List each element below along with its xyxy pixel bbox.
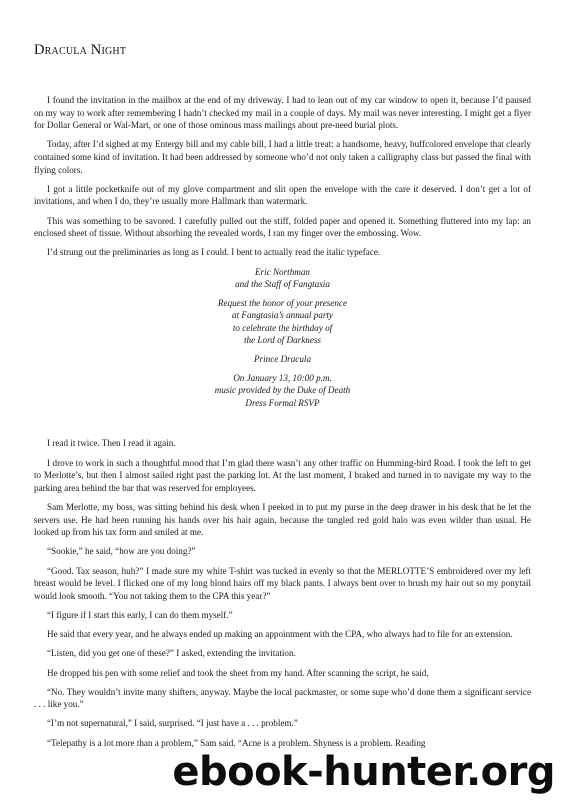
site-watermark: ebook-hunter.org <box>172 749 555 795</box>
paragraph: I found the invitation in the mailbox at the end of my driveway. I had to lean out of my car window to open it, because I’d paused on my way to work after remembering I hadn’t checked my mail in a couple of days. My mail was never interesting. I might get a flyer for Dollar General or Wal-Mart, or one of those ominous mass mailings about pre-need burial plots. <box>34 95 531 131</box>
paragraph: I drove to work in such a thoughtful mood that I’m glad there wasn’t any other traffic on Humming-bird Road. I took the left to get to Merlotte’s, but then I almost sailed right past the parking lot. At the last moment, I braked and turned in to navigate my way to the parking area behind the bar that was reserved for employees. <box>34 457 531 493</box>
invitation-details <box>34 372 531 410</box>
invitation-line: the Lord of Darkness <box>244 335 321 346</box>
paragraph: Sam Merlotte, my boss, was sitting behind his desk when I peeked in to put my purse in the deep drawer in his desk that he let the servers use. He had been running his hands over his hair again, because the tangled red gold halo was even wilder than usual. He looked up from his tax form and smiled at me. <box>34 502 531 538</box>
invitation-line: and the Staff of Fangtasia <box>235 279 330 290</box>
paragraph: “I figure if I start this early, I can do them myself.” <box>47 609 233 620</box>
paragraph: Today, after I’d sighed at my Entergy bill and my cable bill, I had a little treat: a handsome, heavy, buffcolored envelope that clearly contained some kind of invitation. It had been addressed by someone who’d not only taken a calligraphy class but passed the final with flying colors. <box>34 139 531 175</box>
section-spacer <box>34 415 531 437</box>
running-header: Dracula Night <box>34 42 127 58</box>
invitation-line: Request the honor of your presence <box>217 297 348 308</box>
paragraph: “Good. Tax season, huh?” I made sure my white T-shirt was tucked in evenly so that the MERLOTTE’S embroidered over my left breast would be level. I flicked one of my long blond hairs off my black pants. I always bent over to brush my hair out so my ponytail would look smooth. “You not taking them to the CPA this year?” <box>34 565 531 601</box>
paragraph: “Telepathy is a lot more than a problem,” Sam said. “Acne is a problem. Shyness is a problem. Reading <box>47 737 426 748</box>
invitation-request <box>34 297 531 347</box>
invitation-line: music provided by the Duke of Death <box>214 385 351 396</box>
invitation-host <box>34 266 531 291</box>
invitation-line: Eric Northman <box>254 266 310 277</box>
paragraph: “Sookie,” he said, “how are you doing?” <box>47 546 196 557</box>
paragraph: He said that every year, and he always ended up making an appointment with the CPA, who always had to file for an extension. <box>47 629 513 640</box>
paragraph: “Listen, did you get one of these?” I asked, extending the invitation. <box>47 648 296 659</box>
paragraph: This was something to be savored. I carefully pulled out the stiff, folded paper and opened it. Something fluttered into my lap: an enclosed sheet of tissue. Without absorbing the revealed words, I ran my finger over the embossing. Wow. <box>34 215 531 239</box>
paragraph: He dropped his pen with some relief and took the sheet from my hand. After scanning the script, he said, <box>47 667 429 678</box>
paragraph: I’d strung out the preliminaries as long as I could. I bent to actually read the italic typeface. <box>47 247 381 258</box>
paragraph: “No. They wouldn’t invite many shifters, anyway. Maybe the local packmaster, or some supe who’d done them a significant service . . . like you.” <box>34 686 531 710</box>
invitation-line: Dress Formal RSVP <box>245 397 320 408</box>
paragraph: I read it twice. Then I read it again. <box>47 438 176 449</box>
invitation-honoree <box>34 353 531 366</box>
invitation-text <box>34 266 531 410</box>
invitation-line: to celebrate the birthday of <box>232 322 333 333</box>
paragraph: “I’m not supernatural,” I said, surprised. “I just have a . . . problem.” <box>47 718 298 729</box>
chapter-body <box>34 94 531 756</box>
invitation-line: On January 13, 10:00 p.m. <box>233 372 332 383</box>
invitation-line: at Fangtasia’s annual party <box>232 310 333 321</box>
invitation-line: Prince Dracula <box>253 354 312 365</box>
paragraph: I got a little pocketknife out of my glove compartment and slit open the envelope with the care it deserved. I don’t get a lot of invitations, and when I do, they’re usually more Hallmark than watermark. <box>34 183 531 207</box>
